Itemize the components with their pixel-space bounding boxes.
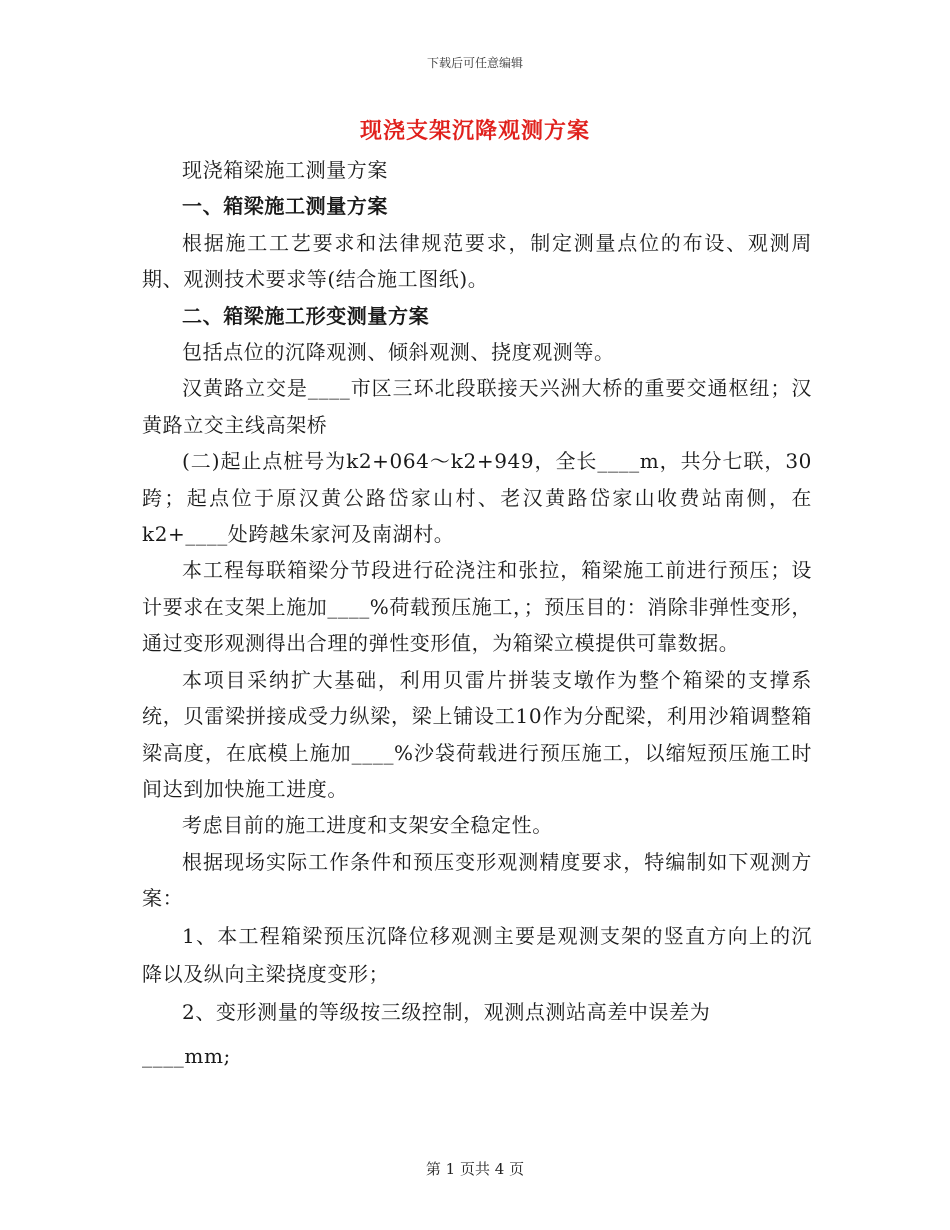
header-note: 下载后可任意编辑	[426, 56, 523, 70]
document-body	[142, 152, 812, 1075]
paragraph: 根据施工工艺要求和法律规范要求，制定测量点位的布设、观测周期、观测技术要求等(结合施工图纸)。	[142, 230, 812, 292]
paragraph: 本工程每联箱梁分节段进行砼浇注和张拉，箱梁施工前进行预压；设计要求在支架上施加____%荷载预压施工，；预压目的：消除非弹性变形，通过变形观测得出合理的弹性变形值，为箱梁立模提供可靠数据。	[142, 558, 813, 656]
list-item-1: 1、本工程箱梁预压沉降位移观测主要是观测支架的竖直方向上的沉降以及纵向主梁挠度变形；	[142, 923, 812, 986]
document-title: 现浇支架沉降观测方案	[359, 118, 590, 144]
list-item-2-continued: ____mm;	[142, 1043, 231, 1068]
page-number: 第 1 页共 4 页	[425, 1160, 525, 1178]
list-item-2: 2、变形测量的等级按三级控制，观测点测站高差中误差为	[182, 999, 711, 1024]
paragraph: 包括点位的沉降观测、倾斜观测、挠度观测等。	[182, 340, 615, 365]
paragraph: 根据现场实际工作条件和预压变形观测精度要求，特编制如下观测方案：	[142, 849, 812, 911]
paragraph: 汉黄路立交是____市区三环北段联接天兴洲大桥的重要交通枢纽；汉黄路立交主线高架桥	[142, 376, 812, 437]
paragraph: (二)起止点桩号为k2+064～k2+949，全长____m，共分七联，30跨；起点位于原汉黄公路岱家山村、老汉黄路岱家山收费站南侧，在k2+____处跨越朱家河及南湖村。	[142, 449, 812, 547]
paragraph-subtitle: 现浇箱梁施工测量方案	[182, 158, 388, 182]
paragraph: 考虑目前的施工进度和支架安全稳定性。	[182, 813, 553, 838]
paragraph: 本项目采纳扩大基础，利用贝雷片拼装支墩作为整个箱梁的支撑系统，贝雷梁拼接成受力纵梁，梁上铺设工10作为分配梁，利用沙箱调整箱梁高度，在底模上施加____%沙袋荷载进行预压施工，以缩短预压施工时间达到加快施工进度。	[142, 667, 812, 801]
section-heading-2: 二、箱梁施工形变测量方案	[182, 303, 430, 328]
section-heading-1: 一、箱梁施工测量方案	[182, 194, 388, 219]
